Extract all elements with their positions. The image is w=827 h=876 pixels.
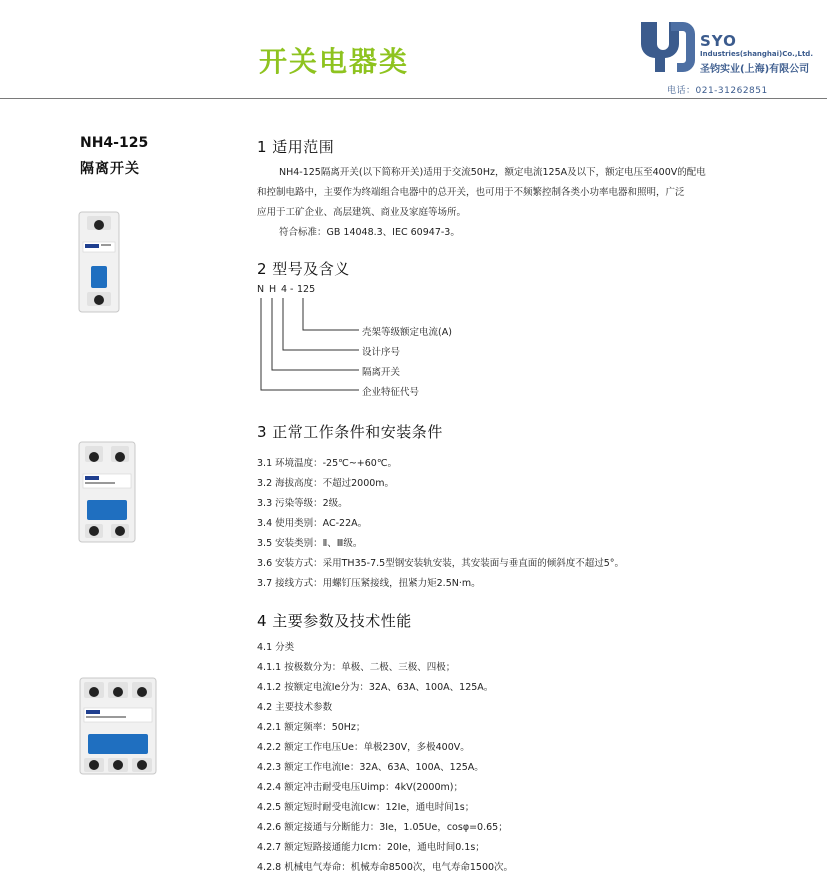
phone-number: 电话：021-31262851 [667, 86, 768, 96]
breaker-1pole-image [77, 210, 121, 314]
code-char-125: 125 [297, 284, 316, 295]
condition-item: 3.7 接线方式：用螺钉压紧接线，扭紧力矩2.5N·m。 [257, 578, 481, 589]
product-model: NH4-125 [80, 135, 149, 151]
spec-item: 4.1.2 按额定电流Ie分为：32A、63A、100A、125A。 [257, 682, 494, 693]
code-label-current: 壳架等级额定电流(A) [362, 327, 452, 338]
code-label-type: 隔离开关 [362, 367, 401, 378]
condition-item: 3.1 环境温度：-25℃~+60℃。 [257, 458, 397, 469]
spec-item: 4.1 分类 [257, 642, 295, 653]
code-char-n: N [257, 284, 265, 295]
code-label-enterprise: 企业特征代号 [362, 387, 420, 398]
product-name: 隔离开关 [80, 161, 140, 177]
logo-company-cn: 圣钧实业(上海)有限公司 [700, 64, 810, 75]
code-dash: - [290, 284, 294, 295]
spec-item: 4.1.1 按极数分为：单极、二极、三极、四极； [257, 662, 456, 673]
section-3-title: 3 正常工作条件和安装条件 [257, 423, 443, 441]
logo-company-en: Industries(shanghai)Co.,Ltd. [700, 50, 813, 58]
spec-item: 4.2.3 额定工作电流Ie：32A、63A、100A、125A。 [257, 762, 484, 773]
condition-item: 3.6 安装方式：采用TH35-7.5型钢安装轨安装，其安装面与垂直面的倾斜度不超过5°。 [257, 558, 624, 569]
spec-item: 4.2.6 额定接通与分断能力：3Ie，1.05Ue，cosφ=0.65； [257, 822, 508, 833]
section-4-title: 4 主要参数及技术性能 [257, 612, 412, 630]
condition-item: 3.2 海拔高度：不超过2000m。 [257, 478, 395, 489]
condition-item: 3.5 安装类别：Ⅱ、Ⅲ级。 [257, 538, 363, 549]
code-char-h: H [269, 284, 277, 295]
code-char-4: 4 [281, 284, 288, 295]
section-1-line: 和控制电路中，主要作为终端组合电器中的总开关，也可用于不频繁控制各类小功率电器和照明，广泛 [257, 187, 685, 198]
section-1-line: 符合标准：GB 14048.3、IEC 60947-3。 [279, 227, 460, 238]
spec-item: 4.2.1 额定频率：50Hz； [257, 722, 366, 733]
condition-item: 3.3 污染等级：2级。 [257, 498, 348, 509]
section-1-line: NH4-125隔离开关(以下简称开关)适用于交流50Hz，额定电流125A及以下，额定电压至400V的配电 [279, 167, 706, 178]
spec-item: 4.2 主要技术参数 [257, 702, 333, 713]
code-label-design: 设计序号 [362, 347, 401, 358]
spec-item: 4.2.5 额定短时耐受电流Icw：12Ie，通电时间1s； [257, 802, 475, 813]
spec-item: 4.2.4 额定冲击耐受电压Uimp：4kV(2000m)； [257, 782, 463, 793]
header-divider [0, 98, 827, 99]
breaker-3pole-image [78, 676, 158, 776]
section-1-line: 应用于工矿企业、高层建筑、商业及家庭等场所。 [257, 207, 467, 218]
section-1-title: 1 适用范围 [257, 138, 335, 156]
spec-item: 4.2.2 额定工作电压Ue：单极230V，多极400V。 [257, 742, 470, 753]
spec-item: 4.2.7 额定短路接通能力Icm：20Ie，通电时间0.1s； [257, 842, 485, 853]
logo-brand: SYO [700, 32, 737, 50]
syo-logo-icon [637, 18, 697, 76]
model-code-diagram [255, 296, 365, 396]
section-2-title: 2 型号及含义 [257, 260, 350, 278]
breaker-2pole-image [77, 440, 137, 544]
condition-item: 3.4 使用类别：AC-22A。 [257, 518, 368, 529]
spec-item: 4.2.8 机械电气寿命：机械寿命8500次，电气寿命1500次。 [257, 862, 514, 873]
page-title: 开关电器类 [259, 45, 410, 78]
